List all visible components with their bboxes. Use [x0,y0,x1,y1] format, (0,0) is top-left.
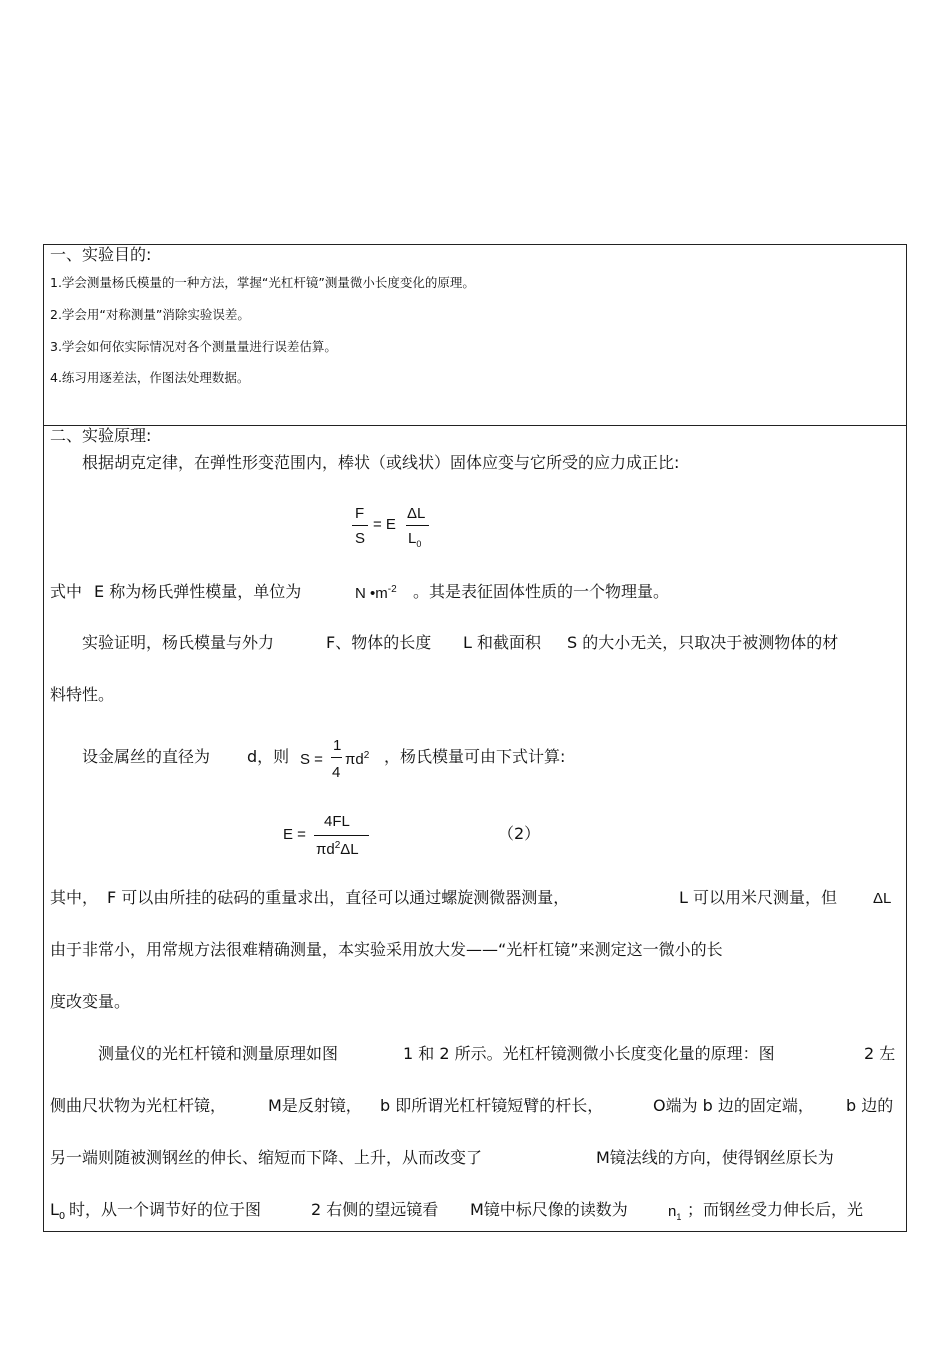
lever-p: ；而钢丝受力伸长后，光 [687,1200,864,1219]
eq3-label: （2） [498,824,541,843]
lever-g: O端为 b 边的固定端， [653,1096,814,1115]
objective-item-4: 4.练习用逐差法，作图法处理数据。 [50,370,250,385]
lever-k: $L_0$ [50,1200,66,1223]
lever-b: 1 和 2 所示。光杠杆镜测微小长度变化量的原理：图 [403,1044,775,1063]
diameter-c: ，杨氏模量可由下式计算: [384,747,566,766]
objective-item-1: 1.学会测量杨氏模量的一种方法，掌握“光杠杆镜”测量微小长度变化的原理。 [50,275,475,290]
paragraph-hooke: 根据胡克定律，在弹性形变范围内，棒状（或线状）固体应变与它所受的应力成正比: [82,453,680,472]
unit-text-a: 式中 [50,582,83,601]
eq1-lhs-bar [352,525,368,526]
eq2-rest: $\pi d^2$ [345,750,370,768]
unit-symbol: N $•m^{-2}$ [355,584,397,602]
lever-e: M是反射镜， [268,1096,362,1115]
objective-item-3: 3.学会如何依实际情况对各个测量量进行误差估算。 [50,339,337,354]
eq3-numerator: 4FL [324,813,350,830]
objectives-box [43,244,907,426]
objective-item-2: 2.学会用“对称测量”消除实验误差。 [50,307,250,322]
eq1-rhs-numerator: ΔL [407,505,426,522]
eq1-lhs-denominator: S [355,530,366,547]
measure-c: L 可以用米尺测量，但 [679,888,838,907]
measure-b: F 可以由所挂的砝码的重量求出，直径可以通过螺旋测微器测量， [107,888,570,907]
eq2-denominator: 4 [332,764,341,781]
eq2-bar [331,757,342,758]
lever-m: 2 右侧的望远镜看 [311,1200,439,1219]
equation-youngs-modulus [283,814,403,864]
measure-a: 其中， [50,888,99,907]
eq2-lhs: S = [300,751,323,768]
independence-e: 料特性。 [50,685,115,704]
eq1-rhs-bar [406,525,429,526]
objectives-heading: 一、实验目的: [50,245,152,264]
lever-f: b 即所谓光杠杆镜短臂的杆长， [380,1096,604,1115]
measure-delta-l: ΔL [873,890,892,907]
independence-a: 实验证明，杨氏模量与外力 [82,633,275,652]
lever-n: M镜中标尺像的读数为 [470,1200,628,1219]
principle-heading: 二、实验原理: [50,426,152,445]
equation-area [300,738,390,784]
measure-e: 由于非常小，用常规方法很难精确测量，本实验采用放大发——“光杆杠镜”来测定这一微小的长 [50,940,723,959]
lever-c: 2 左 [864,1044,896,1063]
independence-d: S 的大小无关，只取决于被测物体的材 [567,633,839,652]
eq2-numerator: 1 [333,737,342,754]
measure-f: 度改变量。 [50,992,131,1011]
lever-reading-n1: $n_1$ [668,1203,682,1222]
eq1-equals-e: = E [373,516,396,533]
eq1-lhs-numerator: F [355,505,365,522]
lever-h: b 边的 [846,1096,894,1115]
diameter-b: d，则 [247,747,290,766]
unit-text-c: 。其是表征固体性质的一个物理量。 [413,582,670,601]
independence-c: L 和截面积 [463,633,542,652]
lever-i: 另一端则随被测钢丝的伸长、缩短而下降、上升，从而改变了 [50,1148,483,1167]
diameter-a: 设金属丝的直径为 [82,747,211,766]
lever-a: 测量仪的光杠杆镜和测量原理如图 [98,1044,339,1063]
independence-b: F、物体的长度 [326,633,432,652]
eq1-rhs-denominator: $L_0$ [408,530,422,549]
lever-d: 侧曲尺状物为光杠杆镜， [50,1096,227,1115]
lever-j: M镜法线的方向，使得钢丝原长为 [596,1148,834,1167]
lever-l: 时，从一个调节好的位于图 [69,1200,262,1219]
eq3-bar [314,835,369,836]
eq3-denominator: $\pi d^2\Delta L$ [316,840,359,858]
eq3-lhs: E = [283,826,306,843]
unit-text-b: E 称为杨氏弹性模量，单位为 [94,582,302,601]
equation-hooke [352,506,442,552]
